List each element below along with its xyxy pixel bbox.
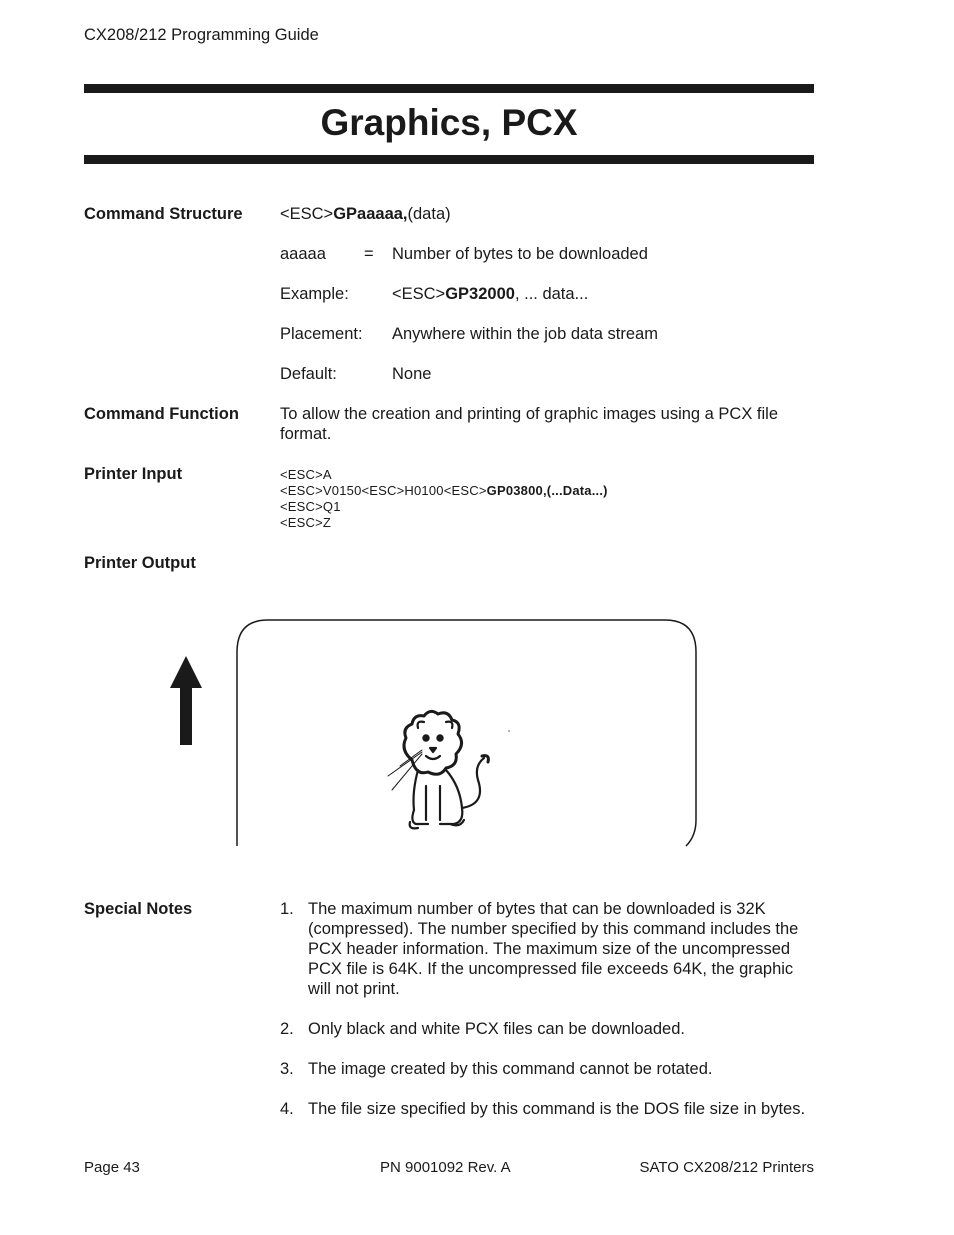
syntax-prefix: <ESC> <box>280 205 334 223</box>
example-value <box>392 284 588 304</box>
param-equals: = <box>364 245 374 263</box>
printer-output-label: Printer Output <box>84 554 196 572</box>
special-notes-label: Special Notes <box>84 900 193 918</box>
command-syntax <box>280 204 810 224</box>
note-2-text: Only black and white PCX files can be downloaded. <box>308 1020 685 1038</box>
placement-value: Anywhere within the job data stream <box>392 325 658 343</box>
running-header: CX208/212 Programming Guide <box>84 26 319 44</box>
title-rule-top <box>84 84 814 93</box>
syntax-suffix: (data) <box>407 205 451 223</box>
printer-output-illustration <box>160 610 720 855</box>
example-label: Example: <box>280 285 349 303</box>
example-suffix: , ... data... <box>514 285 589 303</box>
param-description: Number of bytes to be downloaded <box>392 245 648 263</box>
command-function-label: Command Function <box>84 405 239 423</box>
footer-part-number: PN 9001092 Rev. A <box>380 1159 511 1176</box>
printer-input-label: Printer Input <box>84 465 183 483</box>
note-1-text: The maximum number of bytes that can be downloaded is 32K (compressed). The number specified by this command includes the PCX header information. The maximum size of the uncompressed PCX file is 64K. If the uncompressed file exceeds 64K, the graphic will not print. <box>308 900 799 998</box>
note-1-number: 1. <box>280 900 294 918</box>
speck <box>508 730 510 732</box>
default-value: None <box>392 365 432 383</box>
command-structure-label: Command Structure <box>84 205 243 223</box>
label-outline <box>237 620 696 846</box>
note-2-number: 2. <box>280 1020 294 1038</box>
lion-graphic-icon <box>388 711 488 828</box>
input-line-2 <box>280 483 810 499</box>
note-4-text: The file size specified by this command is the DOS file size in bytes. <box>308 1100 806 1118</box>
input-line-2-prefix: <ESC>V0150<ESC>H0100<ESC> <box>280 483 487 498</box>
placement-label: Placement: <box>280 325 363 343</box>
input-line-4: <ESC>Z <box>280 515 332 530</box>
note-3-number: 3. <box>280 1060 294 1078</box>
feed-direction-arrow-icon <box>170 656 202 745</box>
default-label: Default: <box>280 365 337 383</box>
note-4-number: 4. <box>280 1100 294 1118</box>
input-line-1: <ESC>A <box>280 467 332 482</box>
example-command: GP32000 <box>445 285 515 303</box>
note-3-text: The image created by this command cannot be rotated. <box>308 1060 713 1078</box>
footer-product: SATO CX208/212 Printers <box>639 1159 814 1176</box>
input-line-2-command: GP03800,(...Data...) <box>486 483 608 498</box>
footer-page-number: Page 43 <box>84 1159 140 1176</box>
command-function-text: To allow the creation and printing of graphic images using a PCX file format. <box>280 405 779 443</box>
param-name: aaaaa <box>280 245 326 263</box>
title-rule-bottom <box>84 155 814 164</box>
example-prefix: <ESC> <box>392 285 446 303</box>
page-title: Graphics, PCX <box>320 102 578 143</box>
printer-input-code <box>280 467 810 531</box>
input-line-3: <ESC>Q1 <box>280 499 341 514</box>
syntax-command: GPaaaaa, <box>333 205 408 223</box>
